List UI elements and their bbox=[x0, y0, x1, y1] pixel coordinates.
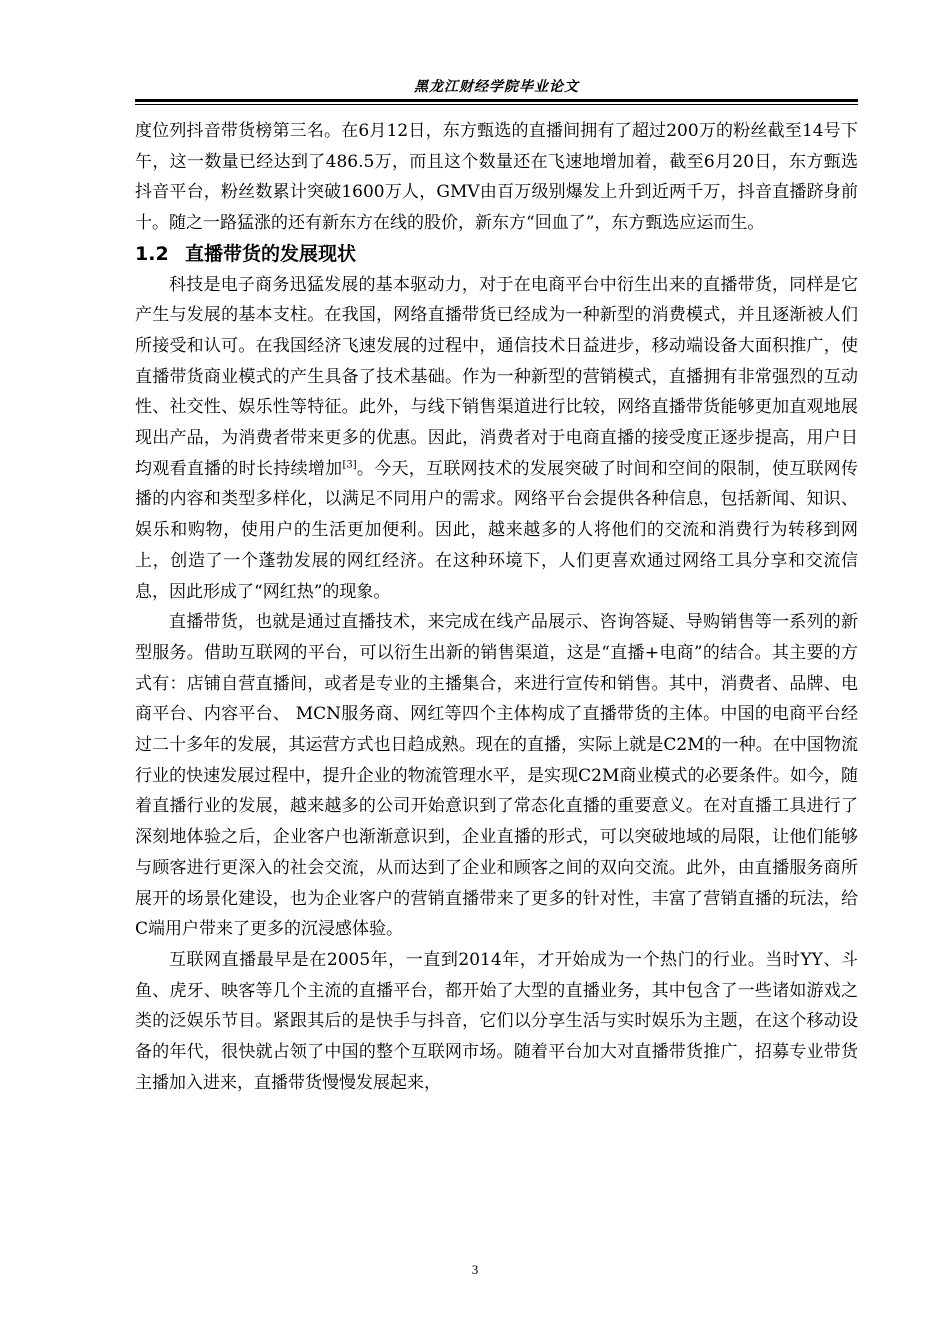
section-number: 1.2 bbox=[135, 242, 169, 265]
header-rule-thick bbox=[135, 99, 858, 102]
section-heading bbox=[135, 239, 858, 270]
paragraph-text: 。今天，互联网技术的发展突破了时间和空间的限制，使互联网传播的内容和类型多样化，以满足不同用户的需求。网络平台会提供各种信息，包括新闻、知识、娱乐和购物，使用户的生活更加便利。因此，越来越多的人将他们的交流和消费行为转移到网上，创造了一个蓬勃发展的网红经济。在这种环境下，人们更喜欢通过网络工具分享和交流信息，因此形成了“网红热”的现象。 bbox=[135, 458, 859, 602]
paragraph-live-commerce-definition: 直播带货，也就是通过直播技术，来完成在线产品展示、咨询答疑、导购销售等一系列的新型服务。借助互联网的平台，可以衍生出新的销售渠道，这是“直播+电商”的结合。其主要的方式有：店铺自营直播间，或者是专业的主播集合，来进行宣传和销售。其中，消费者、品牌、电商平台、内容平台、 MCN服务商、网红等四个主体构成了直播带货的主体。中国的电商平台经过二十多年的发展，其运营方式也日趋成熟。现在的直播，实际上就是C2M的一种。在中国物流行业的快速发展过程中，提升企业的物流管理水平，是实现C2M商业模式的必要条件。如今，随着直播行业的发展，越来越多的公司开始意识到了常态化直播的重要意义。在对直播工具进行了深刻地体验之后，企业客户也渐渐意识到，企业直播的形式，可以突破地域的局限，让他们能够与顾客进行更深入的社会交流，从而达到了企业和顾客之间的双向交流。此外，由直播服务商所展开的场景化建设，也为企业客户的营销直播带来了更多的针对性，丰富了营销直播的玩法，给C端用户带来了更多的沉浸感体验。 bbox=[135, 612, 858, 940]
page-number: 3 bbox=[471, 1262, 479, 1277]
paragraph-live-streaming-history: 互联网直播最早是在2005年，一直到2014年，才开始成为一个热门的行业。当时YY、斗鱼、虎牙、映客等几个主流的直播平台，都开始了大型的直播业务，其中包含了一些诸如游戏之类的泛娱乐节目。紧跟其后的是快手与抖音，它们以分享生活与实时娱乐为主题，在这个移动设备的年代，很快就占领了中国的整个互联网市场。随着平台加大对直播带货推广，招募专业带货主播加入进来，直播带货慢慢发展起来， bbox=[135, 949, 858, 1093]
citation-marker: [3] bbox=[342, 459, 357, 471]
running-header: 黑龙江财经学院毕业论文 bbox=[414, 79, 579, 95]
paragraph-technology bbox=[135, 270, 858, 608]
paragraph-text: 科技是电子商务迅猛发展的基本驱动力，对于在电商平台中衍生出来的直播带货，同样是它产生与发展的基本支柱。在我国，网络直播带货已经成为一种新型的消费模式，并且逐渐被人们所接受和认可。在我国经济飞速发展的过程中，通信技术日益进步，移动端设备大面积推广，使直播带货商业模式的产生具备了技术基础。作为一种新型的营销模式，直播拥有非常强烈的互动性、社交性、娱乐性等特征。此外，与线下销售渠道进行比较，网络直播带货能够更加直观地展现出产品，为消费者带来更多的优惠。因此，消费者对于电商直播的接受度正逐步提高，用户日均观看直播的时长持续增加 bbox=[135, 274, 858, 479]
paragraph-continued: 度位列抖音带货榜第三名。在6月12日，东方甄选的直播间拥有了超过200万的粉丝截至14号下午，这一数量已经达到了486.5万，而且这个数量还在飞速地增加着，截至6月20日，东方甄选抖音平台，粉丝数累计突破1600万人，GMV由百万级别爆发上升到近两千万，抖音直播跻身前十。随之一路猛涨的还有新东方在线的股价，新东方“回血了”，东方甄选应运而生。 bbox=[135, 121, 858, 234]
body-content bbox=[135, 116, 858, 1099]
header-rule-thin bbox=[135, 104, 858, 105]
section-title: 直播带货的发展现状 bbox=[185, 242, 357, 265]
